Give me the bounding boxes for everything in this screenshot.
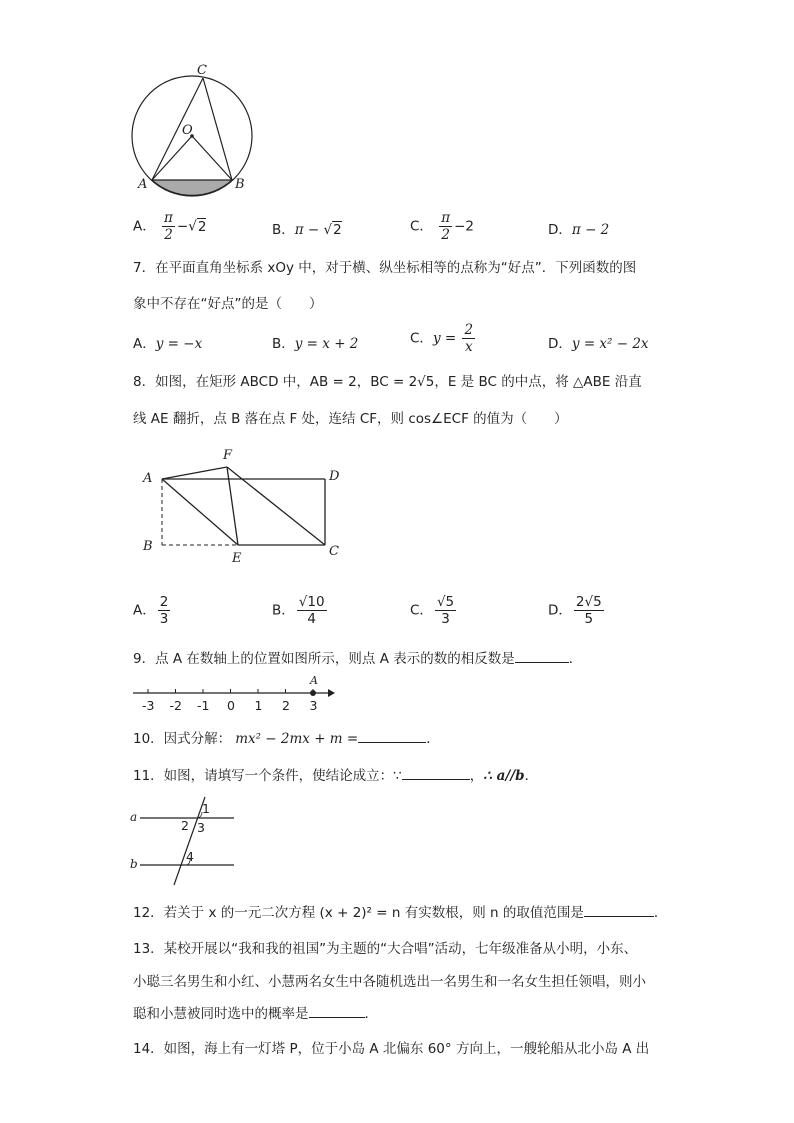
label-C: C [329,544,339,559]
angle-2-label: 2 [181,818,189,833]
q12-question: 12．若关于 x 的一元二次方程 (x + 2)² = n 有实数根，则 n 的取值范围是 ． [133,902,667,923]
q13-line3: 聪和小慧被同时选中的概率是 ． [133,1003,378,1024]
rectangle-fold-figure [135,440,355,570]
q12-answer-blank[interactable] [584,902,654,917]
tick-label: -3 [142,698,155,713]
q6-option-a: A． $\frac{\pi}{2}$ −√2 [133,210,207,243]
q7-line2: 象中不存在“好点”的是（ ） [133,296,323,312]
q8-line1: 8．如图，在矩形 ABCD 中，AB = 2，BC = 2√5，E 是 BC 的中点，将 △ABE 沿直 [133,374,642,390]
angle-4-label: 4 [186,849,194,864]
label-B: B [143,539,153,554]
label-a: a [130,810,138,824]
label-O: O [182,123,193,138]
number-line [128,670,338,714]
q6-option-d: D．π − 2 [548,222,610,238]
q6-option-c: C． $\frac{\pi}{2}$ −2 [410,210,475,243]
q13-line2: 小聪三名男生和小红、小慧两名女生中各随机选出一名男生和一名女生担任领唱，则小 [133,974,646,990]
label-A: A [138,177,148,192]
q14-line1: 14．如图，海上有一灯塔 P，位于小岛 A 北偏东 60° 方向上，一艘轮船从北小岛 A 出 [133,1041,650,1057]
q7-option-c: C．y = $\frac{2}{x}$ [410,322,474,355]
q7-line1: 7．在平面直角坐标系 xOy 中，对于横、纵坐标相等的点称为“好点”．下列函数的图 [133,260,637,276]
q13-line1: 13．某校开展以“我和我的祖国”为主题的“大合唱”活动，七年级准备从小明，小东、 [133,941,638,957]
label-D: D [329,469,340,484]
angle-3-label: 3 [197,820,205,835]
label-C: C [197,63,207,78]
q13-answer-blank[interactable] [309,1003,365,1018]
q10-answer-blank[interactable] [358,728,426,743]
q10-question: 10．因式分解： mx² − 2mx + m = ． [133,728,440,749]
tick-label: -2 [169,698,182,713]
label-b: b [130,857,138,871]
q8-line2: 线 AE 翻折，点 B 落在点 F 处，连结 CF，则 cos∠ECF 的值为（ ） [133,411,568,427]
point-a [310,690,316,696]
parallel-lines-figure [128,795,243,890]
tick-label: 3 [309,698,318,713]
q9-question: 9．点 A 在数轴上的位置如图所示，则点 A 表示的数的相反数是 ． [133,648,582,669]
tick-label: 2 [282,698,290,713]
q11-question: 11．如图，请填写一个条件，使结论成立：∵ ，∴ a//b． [133,765,538,786]
tick-label: -1 [197,698,210,713]
q11-answer-blank[interactable] [402,765,470,780]
tick-label: 1 [254,698,263,713]
q8-option-c: C． $\frac{√5}{3}$ [410,594,455,627]
q8-option-d: D． $\frac{2√5}{5}$ [548,594,602,627]
label-E: E [232,551,242,566]
q6-option-b: B．π − √2 [272,222,342,238]
q7-option-d: D．y = x² − 2x [548,336,649,352]
angle-1-label: 1 [202,801,210,816]
q7-option-a: A．y = −x [133,336,203,352]
q8-option-b: B． $\frac{√10}{4}$ [272,594,325,627]
label-F: F [223,448,233,463]
label-B: B [235,177,245,192]
point-a-label: A [310,674,318,687]
q7-option-b: B．y = x + 2 [272,336,359,352]
q8-option-a: A． $\frac{2}{3}$ [133,594,169,627]
q9-answer-blank[interactable] [515,648,569,663]
circle-figure [125,60,265,200]
label-A: A [143,471,153,486]
tick-label: 0 [227,698,235,713]
